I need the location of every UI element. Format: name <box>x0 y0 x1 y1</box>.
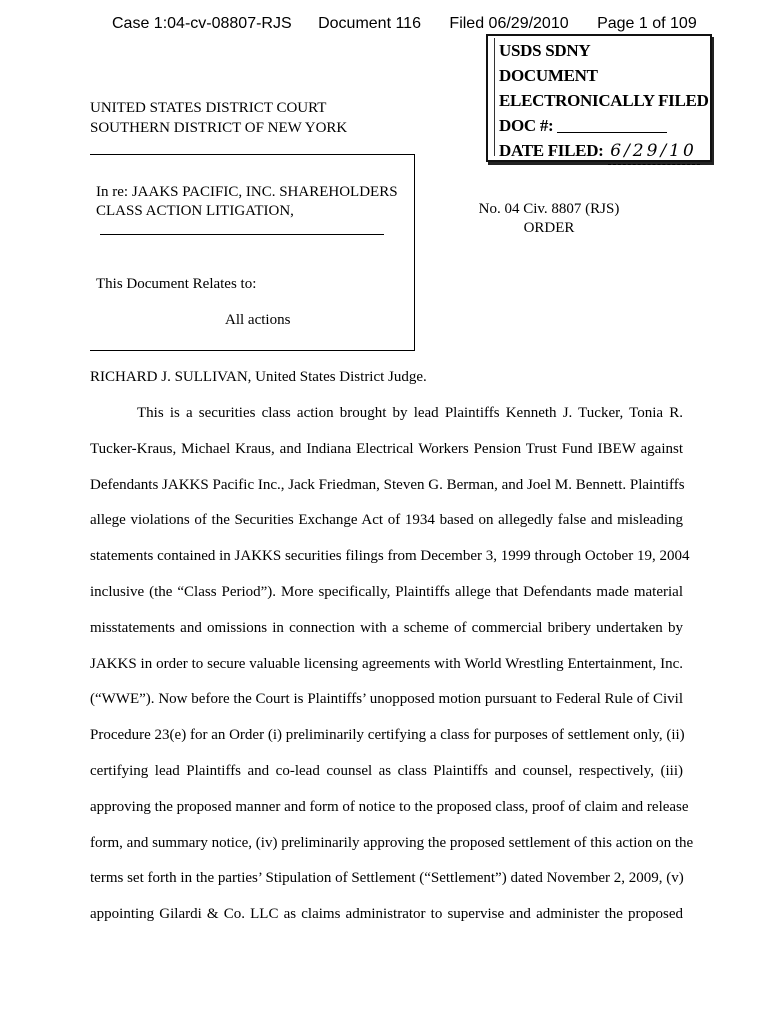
case-caption-title <box>96 183 398 221</box>
usdc-filing-stamp <box>486 34 712 162</box>
stamp-date-row <box>499 138 706 165</box>
body-line: certifying lead Plaintiffs and co-lead counsel as class Plaintiffs and counsel, respectively, (iii) <box>90 762 683 779</box>
order-body <box>90 396 694 933</box>
page-count: Page 1 of 109 <box>597 15 697 32</box>
body-line: appointing Gilardi & Co. LLC as claims administrator to supervise and administer the proposed <box>90 906 683 923</box>
body-line: (“WWE”). Now before the Court is Plaintiffs’ unopposed motion pursuant to Federal Rule of Civil <box>90 691 683 708</box>
stamp-line-electronically-filed: ELECTRONICALLY FILED <box>499 91 709 110</box>
body-line: approving the proposed manner and form of notice to the proposed class, proof of claim and release <box>90 798 689 815</box>
order-heading: ORDER <box>523 220 575 236</box>
body-line: statements contained in JAKKS securities filings from December 3, 1999 through October 19, 2004 <box>90 548 690 565</box>
filed-date: Filed 06/29/2010 <box>449 15 569 32</box>
case-caption-box <box>90 154 415 351</box>
caption-line-2: CLASS ACTION LITIGATION, <box>96 203 294 219</box>
body-line: JAKKS in order to secure valuable licensing agreements with World Wrestling Entertainment, Inc. <box>90 655 683 672</box>
caption-all-actions: All actions <box>225 312 291 328</box>
stamp-line-document: DOCUMENT <box>499 66 598 85</box>
body-line: form, and summary notice, (iv) preliminarily approving the proposed settlement of this action on the <box>90 834 694 851</box>
filing-header <box>112 15 697 33</box>
court-name <box>90 98 347 138</box>
stamp-doc-blank <box>557 132 667 133</box>
stamp-doc-row <box>499 113 706 138</box>
judge-line: RICHARD J. SULLIVAN, United States District Judge. <box>90 369 427 385</box>
body-line: Defendants JAKKS Pacific Inc., Jack Friedman, Steven G. Berman, and Joel M. Bennett. Plaintiffs <box>90 476 685 493</box>
body-line: terms set forth in the parties’ Stipulation of Settlement (“Settlement”) dated November 2, 2009, (v) <box>90 870 684 887</box>
body-line: This is a securities class action brought by lead Plaintiffs Kenneth J. Tucker, Tonia R. <box>137 405 683 421</box>
body-line: inclusive (the “Class Period”). More specifically, Plaintiffs allege that Defendants made material <box>90 583 683 600</box>
civil-number: No. 04 Civ. 8807 (RJS) <box>478 201 620 217</box>
caption-relates: This Document Relates to: <box>96 276 257 292</box>
court-line-2: SOUTHERN DISTRICT OF NEW YORK <box>90 120 348 136</box>
body-line: allege violations of the Securities Exchange Act of 1934 based on allegedly false and misleading <box>90 512 683 529</box>
stamp-doc-label: DOC #: <box>499 116 554 135</box>
stamp-date-label: DATE FILED: <box>499 141 604 160</box>
civil-number-block <box>478 200 620 238</box>
caption-line-1: In re: JAAKS PACIFIC, INC. SHAREHOLDERS <box>96 184 398 200</box>
body-line: misstatements and omissions in connection with a scheme of commercial bribery undertaken by <box>90 619 683 636</box>
stamp-line-usds: USDS SDNY <box>499 41 591 60</box>
body-line: Procedure 23(e) for an Order (i) preliminarily certifying a class for purposes of settlement only, (ii) <box>90 727 685 744</box>
court-line-1: UNITED STATES DISTRICT COURT <box>90 100 327 116</box>
caption-rule <box>100 234 384 235</box>
stamp-handwritten-date: 6/29/10 <box>608 139 700 165</box>
case-number: Case 1:04-cv-08807-RJS <box>112 15 292 32</box>
document-number: Document 116 <box>318 15 421 32</box>
body-line: Tucker-Kraus, Michael Kraus, and Indiana Electrical Workers Pension Trust Fund IBEW against <box>90 440 683 457</box>
